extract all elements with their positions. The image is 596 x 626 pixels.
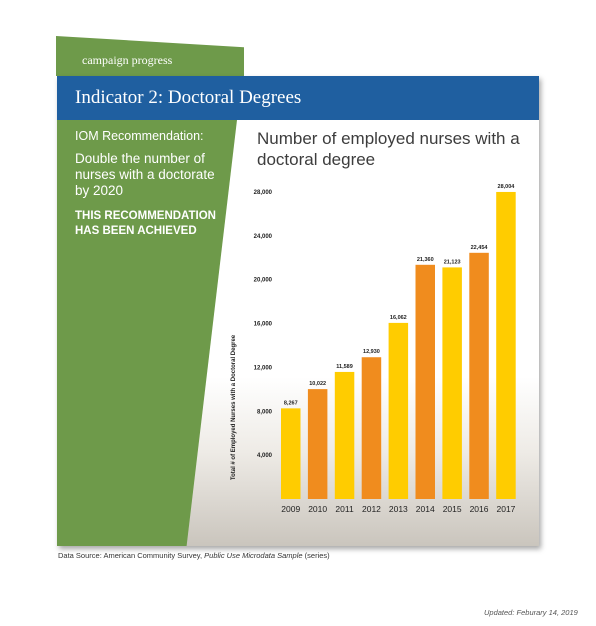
data-source	[58, 551, 330, 560]
bar	[362, 357, 382, 499]
achieved-status: THIS RECOMMENDATION HAS BEEN ACHIEVED	[75, 210, 216, 237]
x-tick-label: 2009	[281, 504, 301, 514]
bar-value-label: 16,062	[389, 314, 407, 321]
bar	[496, 192, 516, 499]
header-bar	[57, 76, 539, 120]
bar-value-label: 10,022	[309, 381, 327, 388]
bar	[389, 323, 409, 499]
bar-chart	[217, 176, 539, 526]
recommendation-label: IOM Recommendation:	[75, 129, 204, 143]
x-tick-label: 2013	[388, 504, 408, 514]
bar	[335, 372, 355, 499]
bar-value-label: 21,360	[416, 256, 434, 263]
y-tick-label: 24,000	[253, 233, 272, 240]
y-tick-label: 28,000	[253, 190, 272, 196]
data-source-title: Public Use Microdata Sample	[204, 551, 303, 560]
bar-value-label: 28,004	[497, 183, 515, 190]
bar	[281, 408, 301, 499]
chart-title: Number of employed nurses with a doctoral degree	[257, 129, 520, 169]
bar-value-label: 8,267	[283, 400, 298, 407]
recommendation-text: Double the number of nurses with a doctorate by 2020	[75, 151, 215, 198]
page-title: Indicator 2: Doctoral Degrees	[75, 87, 302, 108]
y-tick-label: 12,000	[253, 365, 272, 372]
x-tick-label: 2010	[308, 504, 328, 514]
bar	[442, 267, 462, 499]
campaign-tab-label: campaign progress	[82, 53, 173, 67]
y-axis-label: Total # of Employed Nurses with a Doctoral Degree	[231, 334, 237, 481]
bar	[308, 389, 328, 499]
indicator-card	[57, 76, 539, 546]
bar	[469, 253, 489, 499]
y-tick-label: 4,000	[256, 453, 272, 460]
data-source-prefix: Data Source: American Community Survey,	[58, 551, 205, 560]
y-tick-label: 8,000	[256, 409, 272, 416]
x-tick-label: 2011	[335, 504, 354, 514]
y-tick-label: 20,000	[253, 277, 272, 284]
bar-value-label: 21,123	[443, 259, 461, 266]
x-tick-label: 2016	[469, 504, 489, 514]
x-tick-label: 2012	[361, 504, 381, 514]
bar-value-label: 22,454	[470, 244, 488, 251]
updated-date: Updated: Feburary 14, 2019	[484, 608, 578, 617]
y-tick-label: 16,000	[253, 321, 272, 328]
x-tick-label: 2015	[442, 504, 462, 514]
bar-value-label: 12,930	[363, 349, 380, 356]
x-tick-label: 2014	[415, 504, 435, 514]
x-tick-label: 2017	[496, 504, 516, 514]
bar	[416, 265, 436, 499]
bar-value-label: 11,589	[336, 363, 353, 370]
data-source-suffix: (series)	[302, 551, 330, 560]
